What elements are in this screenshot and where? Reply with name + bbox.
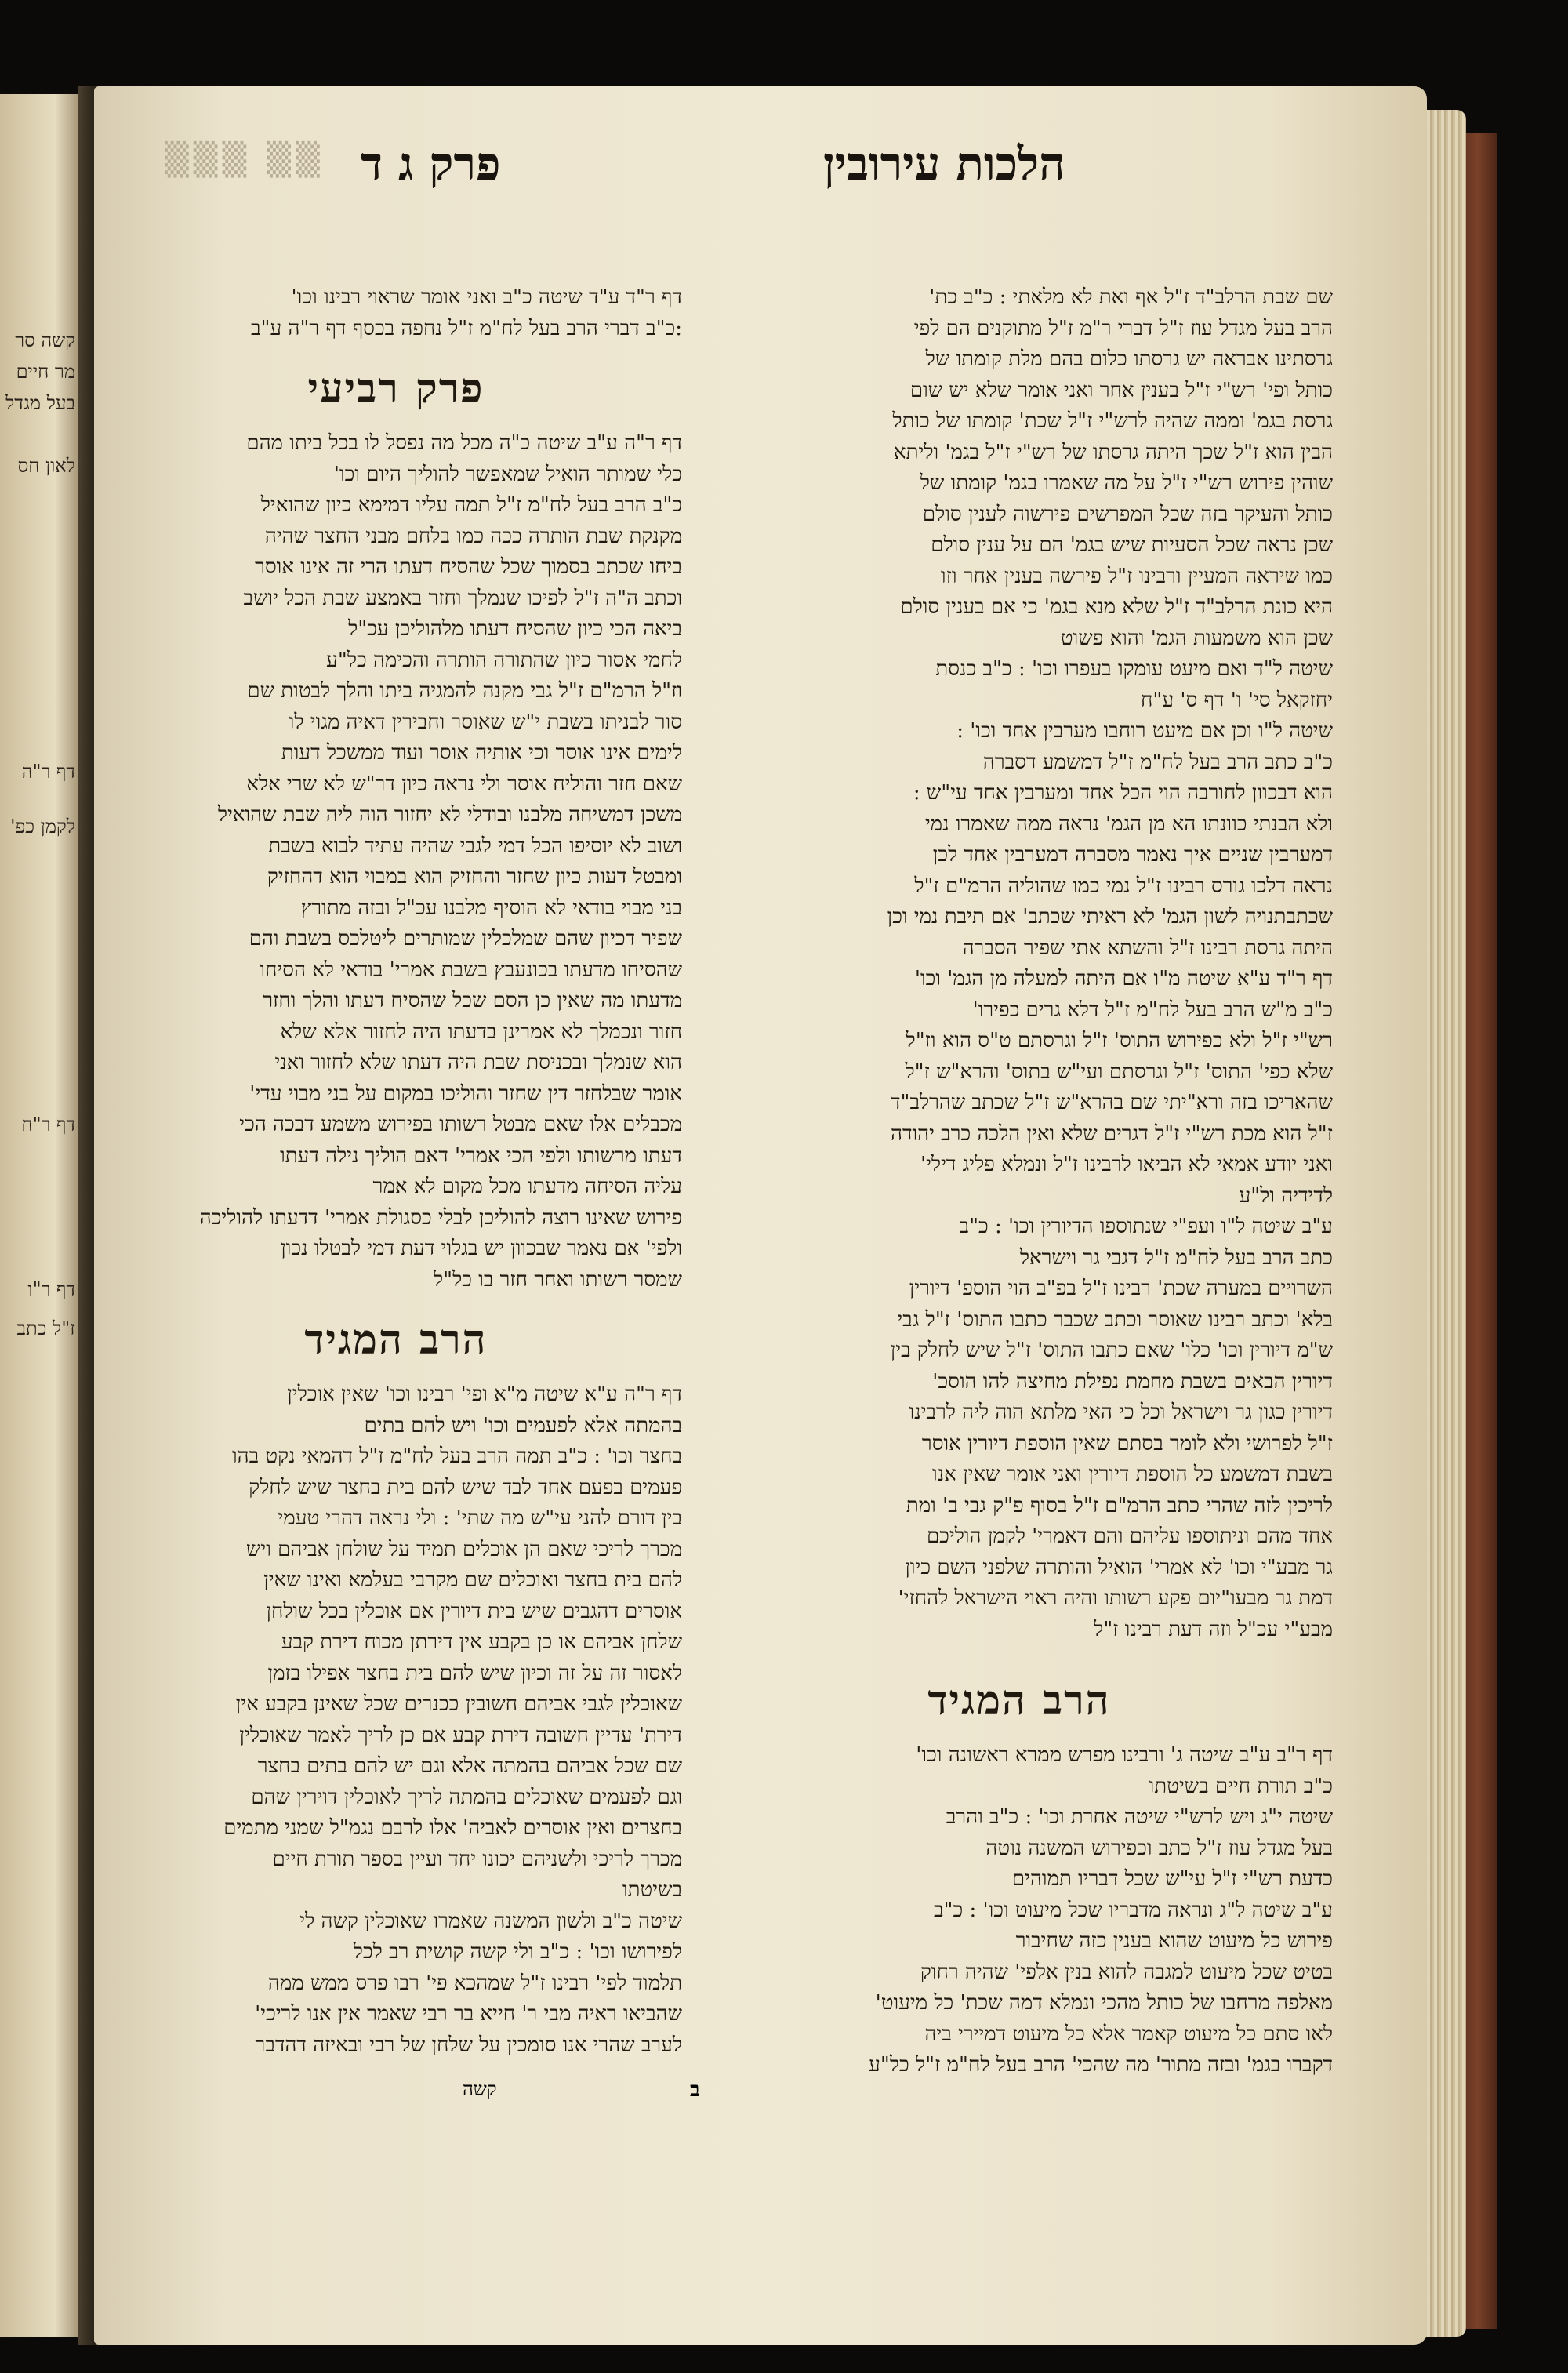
text-line: ע"ב שיטה ל"ג ונראה מדבריו שכל מיעוט וכו' : כ"ב: [934, 1898, 1333, 1922]
text-line: דף ר"ב ע"ב שיטה ג' ורבינו מפרש ממרא ראשונה וכו': [916, 1743, 1333, 1767]
text-line: כדעת רש"י ז"ל עי"ש שכל דבריו תמוהים: [1011, 1867, 1333, 1891]
text-line: שלחן אביהם או כן בקבע אין דירתן מכוח דירת קבע: [281, 1630, 682, 1654]
text-line: שאם חזר והוליח אוסר ולי נראה כיון דר"ש לא שרי אלא: [246, 772, 682, 796]
text-line: שיטה י"ג ויש לרש"י שיטה אחרת וכו' : כ"ב והרב: [946, 1805, 1333, 1829]
faded-stamp: ▒▒▒ ▒▒: [165, 141, 325, 178]
text-line: שמסר רשותו ואחר חזר בו כל"ל: [433, 1267, 682, 1292]
text-line: חזור ונכמלך לא אמרינן בדעתו היה לחזור אלא שלא: [280, 1019, 682, 1044]
text-line: השרויים במערה שכת' רבינו ז"ל בפ"ב הוי הוספ' דיורין: [909, 1277, 1333, 1300]
text-line: מכרך לריכי ולשניהם יכונו יחד ועיין בספר תורת חיים: [272, 1847, 682, 1871]
text-line: וז"ל הרמ"ם ז"ל גבי מקנה להמגיה ביתו והלך לבטות שם: [247, 679, 682, 703]
text-line: בחצרים ואין אוסרים לאביה' אלו לרבם נגמ"ל שמני מתמים: [223, 1816, 682, 1840]
commentary-column-right: [706, 282, 1333, 2081]
text-line: אחד מהם וניתוספו עליהם והם דאמרי' לקמן הוליכם: [926, 1524, 1333, 1548]
text-line: בלא' וכתב רבינו שאוסר וכתב שכבר כתבו התוס' ז"ל גבי: [897, 1307, 1333, 1332]
text-line: דף ר"ד ע"א שיטה מ"ו אם היתה למעלה מן הגמ' וכו': [914, 967, 1333, 990]
text-line: הוא דבכוון לחורבה הוי הכל אחד ומערבין אחד עי"ש :: [913, 781, 1333, 805]
section-heading: הרב המגיד: [927, 1677, 1111, 1724]
text-line: מדעתו מה שאין כן הסם שכל שהסיח דעתו והלך וחזר: [263, 989, 682, 1012]
chapter-heading: פרק רביעי: [307, 365, 485, 412]
text-line: מקנקת שבת הותרה ככה כמו בלחם מבני החצר שהיה: [264, 524, 682, 548]
text-line: שהסיחו מדעתו בכונעבץ בשבת אמרי' בודאי לא הסיחו: [260, 958, 682, 982]
text-line: גרסת בגמ' וממה שהיה לרש"י ז"ל שכת' קומתו של כותל: [892, 409, 1333, 433]
text-line: עליה הסיחה מדעתו מכל מקום לא אמר: [372, 1175, 682, 1198]
fragment-line: בעל מגדל: [5, 392, 75, 414]
text-line: ושוב לא יוסיפו הכל דמי לגבי שהיה עתיד לבוא בשבת: [268, 834, 682, 858]
text-line: שאוכלין לגבי אביהם חשובין ככנרים שכל שאינן בקבע אין: [235, 1692, 682, 1716]
text-line: הרב בעל מגדל עוז ז"ל דברי ר"מ ז"ל מתוקנים הם לפי: [913, 316, 1333, 340]
text-line: סור לבניתו בשבת י"ש שאוסר וחבירין דאיה מגוי לו: [289, 710, 682, 734]
text-line: ולא הבנתי כוונתו הא מן הגמ' נראה ממה שאמרו נמי: [924, 812, 1333, 836]
fragment-line: דף ר"ח: [21, 1114, 75, 1136]
text-line: פירוש כל מיעוט שהוא בענין כזה שחיבור: [1015, 1929, 1333, 1953]
text-line: כלי שמותר הואיל שמאפשר להוליך היום וכו': [333, 462, 682, 486]
text-line: שיטה כ"ב ולשון המשנה שאמרו שאוכלין קשה לי: [299, 1909, 682, 1933]
text-line: פעמים בפעם אחד לבד שיש להם בית בחצר שיש לחלק: [249, 1475, 682, 1499]
text-line: ש"מ דיורין וכו' כלו' שאם כתבו התוס' ז"ל שיש לחלק בין: [890, 1339, 1333, 1362]
text-line: הוא שנמלך ובכניסת שבת היה דעתו שלא לחזור ואני: [274, 1051, 682, 1074]
text-line: וכתב ה"ה ז"ל לפיכו שנמלך וחזר באמצע שבת הכל יושב: [243, 586, 682, 610]
text-line: כ"ב תורת חיים בשיטתו: [1149, 1774, 1333, 1798]
text-line: כותל והעיקר בזה שכל המפרשים פירשוה לענין סולם: [922, 502, 1333, 526]
text-line: שם שבת הרלב"ד ז"ל אף ואת לא מלאתי : כ"ב כת': [929, 285, 1333, 309]
text-line: דף ר"ה ע"ב שיטה כ"ה מכל מה נפסל לו בכל ביתו מהם: [246, 431, 682, 455]
text-line: ביחו שכתב בסמוך שכל שהסיח דעתו הרי זה אינו אוסר: [255, 555, 682, 579]
text-line: שכתבתנויה לשון הגמ' לא ראיתי שכתב' אם תיבת נמי וכן: [887, 905, 1333, 928]
running-header-left: פרק ג ד: [361, 137, 501, 191]
fragment-line: לקמן כפ': [10, 816, 75, 838]
text-line: משכן דמשיחה מלבנו ובודלי לא יחזור הוה ליה שבת שהואיל: [217, 803, 682, 827]
text-line: תלמוד לפי' רבינו ז"ל שמהכא פי' רבו פרס ממש ממה: [267, 1971, 682, 1995]
text-line: שפיר דכיון שהם שמלכלין שמותרים ליטלכס בשבת והם: [249, 927, 682, 950]
text-line: בשבת דמשמע כל הוספת דיורין ואני אומר שאין אנו: [932, 1463, 1333, 1486]
text-line: כמו שיראה המעיין ורבינו ז"ל פירשה בענין אחר וזו: [940, 564, 1333, 588]
text-line: הבין הוא ז"ל שכך היתה גרסתו של רש"י ז"ל בגמ' וליתא: [894, 440, 1333, 464]
text-line: גר מבע"י וכו' לא אמרי' הואיל והותרה שלפני השם כיון: [905, 1555, 1333, 1579]
text-line: דקברו בגמ' ובזה מתור' מה שהכי' הרב בעל לח"מ ז"ל כל"ע: [869, 2053, 1333, 2077]
text-line: יחזקאל סי' ו' דף ס' ע"ח: [1141, 688, 1333, 712]
text-line: נראה דלכו גורס רבינו ז"ל נמי כמו שהוליה הרמ"ם ז"ל: [914, 874, 1333, 898]
text-line: אוסרים דהגבים שיש בית דיורין אם אוכלין בכל שולחן: [266, 1599, 682, 1623]
fragment-line: קשה סר: [15, 329, 75, 351]
text-line: לפירושו וכו' : כ"ב ולי קשה קושית רב לכל: [353, 1940, 682, 1964]
facing-page-edge: [0, 94, 78, 2337]
fragment-line: מר חיים: [16, 361, 75, 383]
text-line: דמת גר מבעו"יום פקע רשותו והיה ראוי הישראל להחזי': [898, 1586, 1333, 1610]
text-line: ולפי' אם נאמר שבכוון יש בגלוי דעת דמי לבטלו נכון: [281, 1237, 682, 1260]
text-line: בין דורם להני עי"ש מה שתי' : ולי נראה דהרי טעמי: [278, 1506, 682, 1530]
text-line: ביאה הכי כיון שהסיח דעתו מלהוליכן עכ"ל: [348, 617, 682, 641]
text-line: לאסור זה על זה וכיון שיש להם בית בחצר אפילו בזמן: [267, 1661, 682, 1685]
text-line: שוהין פירוש רש"י ז"ל על מה שאמרו בגמ' קומתו של: [920, 471, 1333, 495]
text-line: כ"ב מ"ש הרב בעל לח"מ ז"ל דלא גרים כפירו': [972, 998, 1333, 1022]
text-line: דירת' עדיין חשובה דירת קבע אם כן לריך לאמר שאוכלין: [239, 1723, 682, 1747]
text-line: ז"ל הוא מכת רש"י ז"ל דגרים שלא ואין הלכה כרב יהודה: [891, 1121, 1333, 1146]
text-line: שיטה ל"ו וכן אם מיעט רוחבו מערבין אחד וכו' :: [956, 719, 1333, 743]
catchword: קשה: [463, 2078, 497, 2100]
text-line: שכן הוא משמעות הגמ' והוא פשוט: [1060, 626, 1333, 650]
text-line: להם בית בחצר ואוכלים שם מקרבי בעלמא ואינו שאין: [263, 1568, 682, 1592]
text-line: דעתו מרשותו ולפי הכי אמרי' דאם הוליך נילה דעתו: [280, 1143, 682, 1168]
text-line: ז"ל לפרושי ולא לומר בסתם שאין הוספת דיורין אוסר: [921, 1431, 1333, 1455]
text-line: לריכין לזה שהרי כתב הרמ"ם ז"ל בסוף פ"ק גבי ב' ומת: [906, 1493, 1333, 1517]
text-line: בחצר וכו' : כ"ב תמה הרב בעל לח"מ ז"ל דהמאי נקט בהו: [231, 1445, 682, 1468]
text-line: :כ"ב דברי הרב בעל לח"מ ז"ל נחפה בכסף דף ר"ה ע"ב: [251, 316, 682, 340]
commentary-column-left: [110, 282, 682, 2061]
running-header-right: הלכות עירובין: [823, 137, 1065, 191]
text-line: שכן נראה שכל הסעיות שיש בגמ' הם על ענין סולם: [931, 533, 1333, 557]
text-line: אומר שבלחזר דין שחזר והוליכו במקום על בני מבוי עדי': [249, 1081, 682, 1106]
text-line: לדידיה ול"ע: [1239, 1183, 1333, 1208]
text-line: דיורין כגון גר וישראל וכל כי האי מלתא הוה ליה לרבינו: [909, 1401, 1333, 1424]
text-line: דמערבין שניים איך נאמר מסברה דמערבין אחד לכן: [932, 843, 1333, 867]
fragment-line: דף ר"ה: [21, 761, 75, 783]
text-line: שם שכל אביהם בהמתה אלא וגם יש להם בתים בחצר: [257, 1754, 682, 1778]
section-heading: הרב המגיד: [304, 1316, 488, 1364]
text-line: דף ר"ד ע"ד שיטה כ"ב ואני אומר שראוי רבינו וכו': [291, 285, 682, 309]
text-line: וגם לפעמים שאוכלים בהמתה לריך לאוכלין דוירין שהם: [251, 1785, 682, 1809]
text-line: היתה גרסת רבינו ז"ל והשתא אתי שפיר הסברה: [962, 936, 1333, 960]
text-line: שהאריכו בזה ורא"יתי שם בהרא"ש ז"ל שכתב שהרלב"ד: [890, 1091, 1333, 1114]
text-line: בשיטתו: [622, 1878, 682, 1902]
text-line: מאלפה מרחבו של כותל מהכי ונמלא דמה שכת' כל מיעוט': [875, 1991, 1333, 2015]
text-line: ואני יודע אמאי לא הביאו לרבינו ז"ל ונמלא פליג דילי': [920, 1153, 1333, 1176]
text-line: כ"ב הרב בעל לח"מ ז"ל תמה עליו דמימא כיון שהואיל: [260, 493, 682, 517]
text-line: כותל ופי' רש"י ז"ל בענין אחר ואני אומר שלא יש שום: [909, 378, 1333, 402]
text-line: שלא כפי' התוס' ז"ל וגרסתם ועי"ש בתוס' והרא"ש ז"ל: [905, 1059, 1333, 1084]
fragment-line: דף ר"ו: [27, 1278, 75, 1300]
fragment-line: לאון חס: [17, 455, 75, 477]
text-line: מכבלים אלו שאם מבטל רשותו בפירוש משמע דבכה הכי: [239, 1113, 682, 1136]
text-line: לחמי אסור כיון שהתורה הותרה והכימה כל"ע: [326, 648, 682, 672]
fragment-line: ז"ל כתב: [16, 1317, 75, 1339]
text-line: בהמתה אלא לפעמים וכו' ויש להם בתים: [364, 1413, 682, 1437]
text-line: בטיט שכל מיעוט למגבה להוא בנין אלפי' שהיה רחוק: [920, 1960, 1333, 1984]
text-line: בעל מגדל עוז ז"ל כתב וכפירוש המשנה נוטה: [985, 1836, 1333, 1860]
text-line: מכרך לריכי שאם הן אוכלים תמיד על שולחן אביהם ויש: [245, 1537, 682, 1561]
text-line: שהביאו ראיה מבי ר' חייא בר רבי שאמר אין אנו לריכי': [255, 2002, 682, 2026]
text-line: בני מבוי בודאי לא הוסיף מלבנו עכ"ל ובזה מתורץ: [300, 896, 682, 920]
text-line: גרסתינו אבראה יש גרסתו כלום בהם מלת קומתו של: [925, 347, 1333, 371]
text-line: לערב שהרי אנו סומכין על שלחן של רבי ובאיזה דהדבר: [255, 2033, 682, 2057]
text-line: כתב הרב בעל לח"מ ז"ל דגבי גר וישראל: [1019, 1245, 1333, 1270]
text-line: פירוש שאינו רוצה להוליכן לבלי כסגולת אמרי' דדעתו להוליכה: [199, 1205, 682, 1230]
text-line: שיטה ל"ד ואם מיעט עומקו בעפרו וכו' : כ"ב כנסת: [935, 657, 1333, 681]
text-line: היא כונת הרלב"ד ז"ל שלא מנא בגמ' כי אם בענין סולם: [900, 595, 1333, 619]
text-line: דף ר"ה ע"א שיטה מ"א ופי' רבינו וכו' שאין אוכלין: [287, 1383, 682, 1406]
text-line: דיורין הבאים בשבת מחמת נפילת מחיצה להו הוסכ': [932, 1369, 1333, 1394]
text-line: כ"ב כתב הרב בעל לח"מ ז"ל דמשמע דסברה: [982, 750, 1333, 774]
text-line: ומבטל דעות כיון שחזר והחזיק הוא במבוי הוא דהחזיק: [267, 865, 682, 889]
text-line: לאו סתם כל מיעוט קאמר אלא כל מיעוט דמיירי ביה: [924, 2022, 1333, 2046]
text-line: רש"י ז"ל ולא כפירוש התוס' ז"ל וגרסתם ט"ס הוא וז"ל: [906, 1029, 1333, 1052]
text-line: מבע"י עכ"ל וזה דעת רבינו ז"ל: [1094, 1617, 1333, 1641]
signature-mark: ב: [690, 2078, 700, 2102]
text-line: ע"ב שיטה ל"ו ועפ"י שנתוספו הדיורין וכו' : כ"ב: [959, 1215, 1333, 1238]
text-line: לימים אינו אוסר וכי אותיה אוסר ועוד ממשכל דעות: [281, 741, 682, 765]
